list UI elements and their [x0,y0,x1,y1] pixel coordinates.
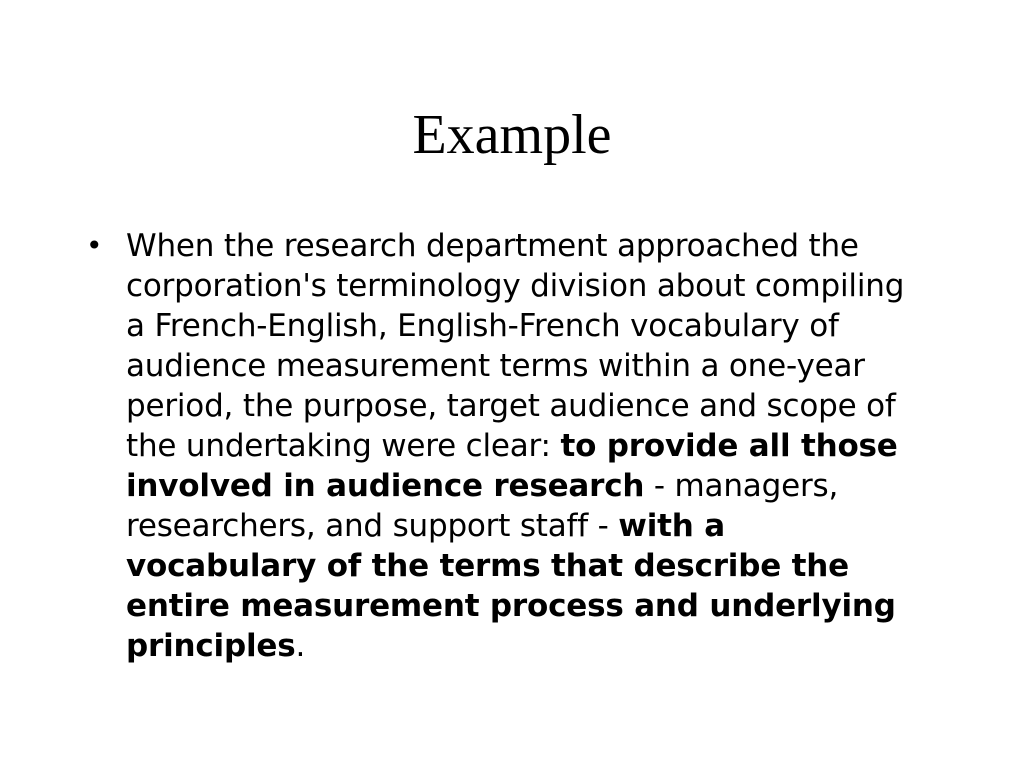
bullet-dot-icon: • [86,229,103,262]
bullet-item [86,226,916,666]
bullet-text-bold-purpose: to provide all those involved in audience research [126,428,898,504]
bullet-text-audience: - managers, researchers, and support staff - [126,468,839,544]
bullet-text-intro: When the research department approached the corporation's terminology division about compiling a French-English, English-French vocabulary of audience measurement terms within a one-year period, the purpose, target audience and scope of the undertaking were clear: [126,228,905,464]
bullet-text-bold-scope: with a vocabulary of the terms that describe the entire measurement process and underlying principles [126,508,896,664]
slide-title: Example [412,104,612,166]
bullet-list [86,226,916,666]
bullet-text-period: . [295,628,306,664]
